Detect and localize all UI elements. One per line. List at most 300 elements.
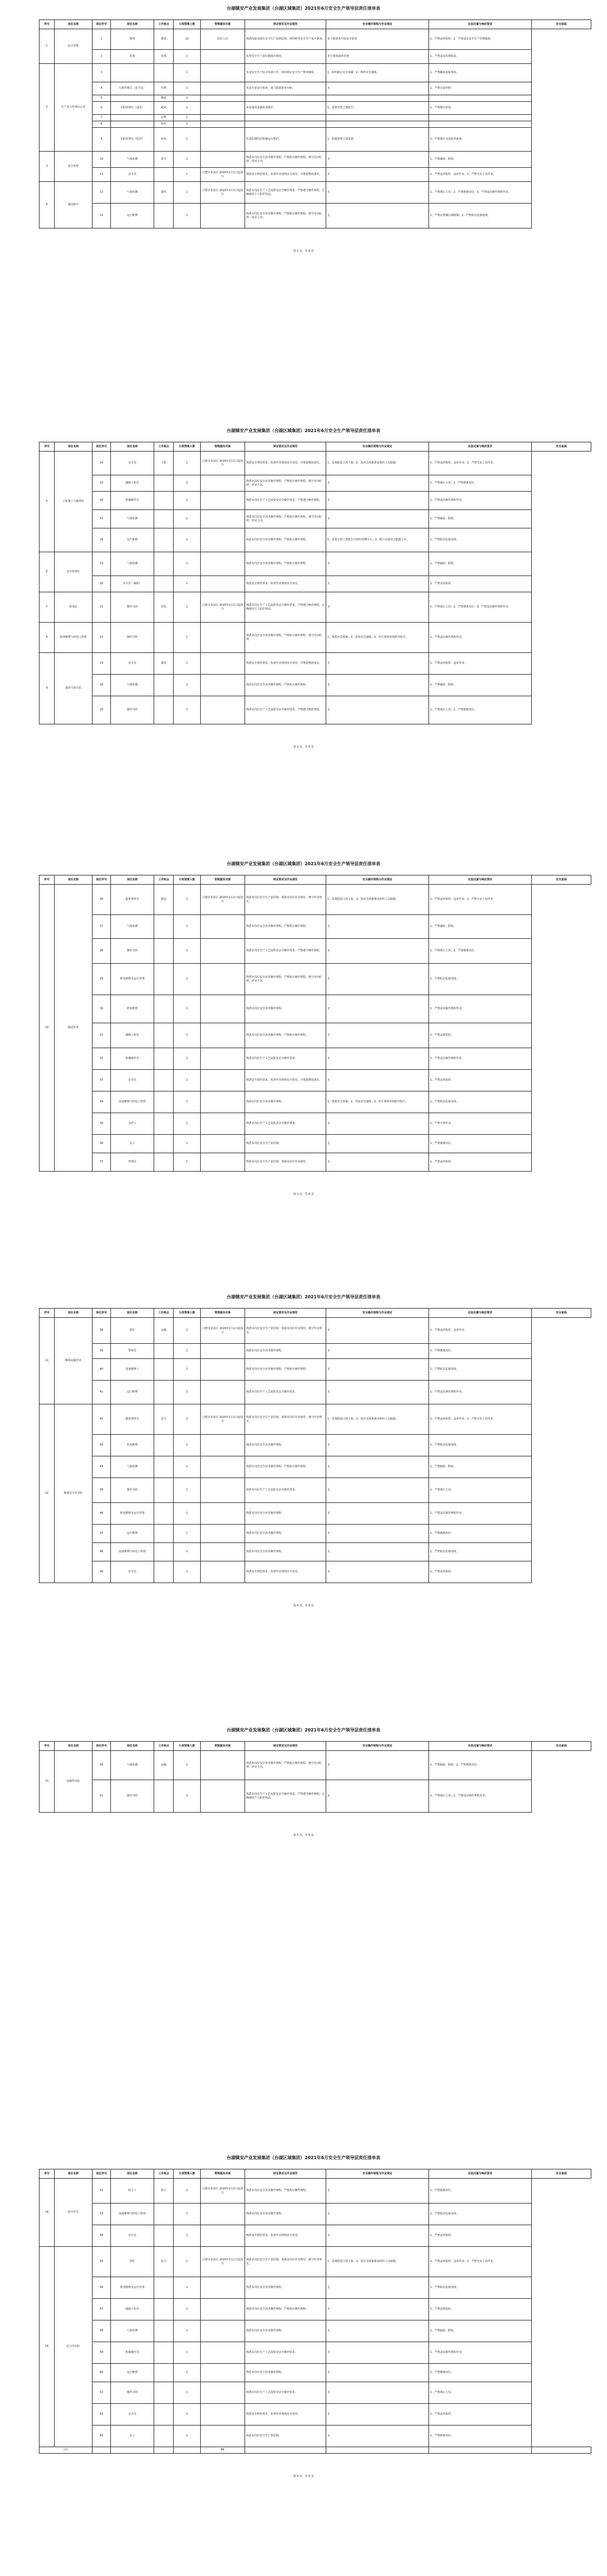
cell-mgr bbox=[201, 2320, 245, 2342]
cell-mgr bbox=[201, 2382, 245, 2404]
table-row bbox=[39, 102, 591, 115]
unit-name: 设备维修与机电工程班 bbox=[55, 623, 93, 653]
table-row bbox=[39, 2299, 591, 2320]
row-index: 9 bbox=[39, 653, 55, 724]
cell-name: 防尘工 bbox=[111, 2179, 154, 2204]
cell-emerg: 无 bbox=[326, 592, 429, 623]
cell-safe bbox=[429, 121, 532, 128]
cell-name: 管理员 bbox=[111, 1153, 154, 1172]
cell-name: 气体检测 bbox=[111, 182, 154, 204]
table-row bbox=[39, 1751, 591, 1780]
cell-safe: 1、严禁漏检、假检。 bbox=[429, 1456, 532, 1478]
cell-safe: 1、严禁违章指挥、违章作业；2、严禁无证上岗作业。 bbox=[429, 885, 532, 915]
cell-safe: 1、严禁酒后上岗；2、严禁擅离岗位。 bbox=[429, 696, 532, 724]
table-row bbox=[39, 2320, 591, 2342]
cell-safe: 1、严禁违章指挥、违章作业。 bbox=[429, 1318, 532, 1344]
column-header: 分项管理人数 bbox=[174, 875, 201, 885]
cell-safe: 1、严禁酒后上岗；2、严禁擅离岗位；3、严禁违反操作规程作业。 bbox=[429, 182, 532, 204]
cell-sub: 5 bbox=[93, 95, 111, 102]
cell-mgr bbox=[201, 1153, 245, 1172]
cell-loc: 机电 bbox=[154, 128, 174, 152]
row-index: 8 bbox=[39, 623, 55, 653]
table-row bbox=[39, 995, 591, 1023]
page-number: 第 3 页，共 6 页 bbox=[293, 1193, 314, 1196]
cell-count: 1 bbox=[174, 2247, 201, 2277]
unit-name: 通风防尘 bbox=[55, 182, 93, 228]
cell-duty: 熟悉本岗位安全技术操作规程，严格执行操作规程，遵守劳动纪律，持证上岗。 bbox=[245, 964, 326, 995]
cell-count: 1 bbox=[174, 696, 201, 724]
cell-duty: 熟悉本岗位安全生产责任制，掌握本岗位作业规范。 bbox=[245, 1153, 326, 1172]
table-row bbox=[39, 204, 591, 228]
cell-loc bbox=[154, 2404, 174, 2425]
cell-loc: 通风 bbox=[154, 653, 174, 675]
cell-sub: 46 bbox=[93, 1503, 111, 1525]
cell-duty: 熟悉国家及地方安全生产法律法规，组织研究安全生产重大事项。 bbox=[245, 29, 326, 50]
cell-safe: 1、严禁酒后上岗。 bbox=[429, 2382, 532, 2404]
cell-emerg: 无 bbox=[326, 1543, 429, 1561]
column-header: 工作地点 bbox=[154, 2169, 174, 2179]
cell-name: 班长 bbox=[111, 2247, 154, 2277]
table-row bbox=[39, 1091, 591, 1113]
cell-emerg: 无 bbox=[326, 2299, 429, 2320]
cell-duty: 熟悉本岗位安全技术操作规程，严格执行操作规程，遵守劳动纪律，持证上岗。 bbox=[245, 152, 326, 168]
cell-sub: 19 bbox=[93, 552, 111, 576]
empty-cell bbox=[532, 2447, 591, 2454]
column-header: 分项管理人数 bbox=[174, 1742, 201, 1751]
cell-loc bbox=[154, 510, 174, 528]
cell-safe: 1、严禁违章指挥。 bbox=[429, 576, 532, 592]
cell-count: 1 bbox=[174, 2342, 201, 2364]
cell-sub: 47 bbox=[93, 1525, 111, 1543]
cell-mgr bbox=[201, 1381, 245, 1404]
cell-loc: 隧道 bbox=[154, 95, 174, 102]
cell-count: 1 bbox=[174, 452, 201, 475]
table-header-row bbox=[39, 1309, 591, 1318]
cell-count: 1 bbox=[174, 2204, 201, 2225]
table-row bbox=[39, 2364, 591, 2382]
table-row bbox=[39, 1359, 591, 1381]
cell-loc bbox=[154, 576, 174, 592]
cell-loc: 监控 bbox=[154, 121, 174, 128]
cell-safe: 1、严禁违章指挥；2、严禁违反安全生产管理制度。 bbox=[429, 29, 532, 50]
column-header: 分项管理人数 bbox=[174, 2169, 201, 2179]
cell-loc bbox=[154, 2299, 174, 2320]
cell-mgr bbox=[201, 528, 245, 552]
column-header: 序号 bbox=[39, 2169, 55, 2179]
cell-emerg: 无 bbox=[326, 1503, 429, 1525]
cell-sub: 34 bbox=[93, 1091, 111, 1113]
cell-sub: 41 bbox=[93, 1381, 111, 1404]
cell-sub: 49 bbox=[93, 1561, 111, 1583]
cell-mgr bbox=[201, 1113, 245, 1135]
cell-name: 气体检测 bbox=[111, 152, 154, 168]
cell-mgr bbox=[201, 50, 245, 64]
unit-name: 工程施工与地质队 bbox=[55, 452, 93, 552]
table-row bbox=[39, 115, 591, 121]
column-header: 安全操作规程与作业规定 bbox=[326, 1742, 429, 1751]
cell-name: 爆破工程员 bbox=[111, 475, 154, 492]
cell-sub: 30 bbox=[93, 995, 111, 1023]
cell-duty: 熟悉本岗位安全生产责任制，掌握本岗位作业规范，遵守作业规定。 bbox=[245, 1404, 326, 1435]
table-row bbox=[39, 82, 591, 95]
cell-emerg: 无 bbox=[326, 1135, 429, 1153]
cell-sub: 35 bbox=[93, 1113, 111, 1135]
cell-count: 1 bbox=[174, 915, 201, 939]
cell-count: 1 bbox=[174, 64, 201, 82]
cell-emerg: 无 bbox=[326, 2364, 429, 2382]
cell-emerg: 无 bbox=[326, 2425, 429, 2447]
cell-mgr bbox=[201, 82, 245, 95]
cell-loc: 董事 bbox=[154, 29, 174, 50]
cell-count: 1 bbox=[174, 592, 201, 623]
row-index: 7 bbox=[39, 592, 55, 623]
cell-mgr: 合肥市龙岗区 2020年1月1日起执行 bbox=[201, 885, 245, 915]
cell-name: 气体检测 bbox=[111, 2320, 154, 2342]
cell-emerg: 无 bbox=[326, 1023, 429, 1048]
table-row bbox=[39, 1780, 591, 1813]
cell-sub: 9 bbox=[93, 128, 111, 152]
cell-duty: 负责通风设施检查维护。 bbox=[245, 102, 326, 115]
cell-mgr bbox=[201, 1456, 245, 1478]
column-header: 序号 bbox=[39, 1309, 55, 1318]
column-header: 应急处置与响应要求 bbox=[429, 2169, 532, 2179]
cell-duty: 熟悉本岗位安全技术操作规程，严格执行操作规程。 bbox=[245, 1456, 326, 1478]
table-header-row bbox=[39, 20, 591, 29]
cell-emerg: 无 bbox=[326, 1153, 429, 1172]
cell-count: 1 bbox=[174, 1113, 201, 1135]
cell-sub: 12 bbox=[93, 182, 111, 204]
column-header: 岗位名称 bbox=[55, 20, 93, 29]
row-index: 6 bbox=[39, 552, 55, 592]
cell-loc: 机电 bbox=[154, 592, 174, 623]
cell-sub: 43 bbox=[93, 1435, 111, 1456]
cell-sub: 23 bbox=[93, 653, 111, 675]
table-row bbox=[39, 121, 591, 128]
cell-emerg: 无 bbox=[326, 2204, 429, 2225]
cell-safe: 1、严禁违章指挥。 bbox=[429, 2404, 532, 2425]
cell-emerg: 无 bbox=[326, 552, 429, 576]
cell-count: 1 bbox=[174, 576, 201, 592]
cell-duty: 熟悉本岗位安全生产责任制。 bbox=[245, 2425, 326, 2447]
column-header: 安全操作规程与作业规定 bbox=[326, 875, 429, 885]
cell-loc bbox=[154, 1435, 174, 1456]
cell-count: 1 bbox=[174, 528, 201, 552]
cell-duty: 熟悉本岗位安全技术操作规程，严格执行操作规程。 bbox=[245, 2299, 326, 2320]
row-index: 4 bbox=[39, 182, 55, 228]
cell-name: 气体检测 bbox=[111, 1456, 154, 1478]
cell-loc bbox=[154, 964, 174, 995]
cell-loc bbox=[154, 939, 174, 964]
cell-sub: 33 bbox=[93, 1070, 111, 1091]
cell-count: 1 bbox=[174, 1135, 201, 1153]
cell-name: 设备维修与机电工程班 bbox=[111, 2204, 154, 2225]
page-title: 台湖镇安产业发展集团（台湖区域集团）2021年6月安全生产领导层责任清单表 bbox=[227, 428, 380, 433]
table-row bbox=[39, 2382, 591, 2404]
cell-sub: 13 bbox=[93, 204, 111, 228]
cell-safe: 1、严禁违章指挥。 bbox=[429, 1561, 532, 1583]
cell-duty: 熟悉本岗位安全技术操作规程。 bbox=[245, 1525, 326, 1543]
table-row bbox=[39, 1153, 591, 1172]
cell-emerg: 无 bbox=[326, 915, 429, 939]
unit-name: 安全监察队 bbox=[55, 552, 93, 592]
total-label: 合计 bbox=[39, 2447, 93, 2454]
table-row bbox=[39, 1023, 591, 1048]
column-header: 岗位序号 bbox=[93, 1742, 111, 1751]
cell-name bbox=[111, 115, 154, 121]
cell-mgr bbox=[201, 204, 245, 228]
cell-mgr bbox=[201, 552, 245, 576]
cell-emerg: 1、熟悉应急预案；2、参加应急演练；3、发生事故时按程序报告。 bbox=[326, 623, 429, 653]
cell-count: 1 bbox=[174, 1525, 201, 1543]
cell-loc: 防尘 bbox=[154, 2179, 174, 2204]
cell-count: 1 bbox=[174, 1780, 201, 1813]
cell-safe: 1、严禁私拉乱接电线。 bbox=[429, 2277, 532, 2299]
unit-name: 掘进作业 bbox=[55, 885, 93, 1172]
cell-count: 1 bbox=[174, 1381, 201, 1404]
cell-name: 安全员 bbox=[111, 2404, 154, 2425]
cell-safe: 1、严禁擅离岗位。 bbox=[429, 1135, 532, 1153]
cell-duty bbox=[245, 121, 326, 128]
cell-loc bbox=[154, 1561, 174, 1583]
cell-sub: 21 bbox=[93, 592, 111, 623]
cell-count: 1 bbox=[174, 1404, 201, 1435]
cell-mgr bbox=[201, 1478, 245, 1503]
table-row bbox=[39, 1543, 591, 1561]
column-header: 岗位序号 bbox=[93, 875, 111, 885]
column-header: 岗位名称 bbox=[55, 2169, 93, 2179]
responsibility-table bbox=[39, 19, 591, 228]
cell-mgr bbox=[201, 623, 245, 653]
cell-name: 安全员 bbox=[111, 1561, 154, 1583]
cell-loc: 安全 bbox=[154, 1404, 174, 1435]
cell-emerg: 无 bbox=[326, 1525, 429, 1543]
cell-safe: 1、严禁私拉乱接电线。 bbox=[429, 1359, 532, 1381]
column-header: 持证要求及作业规范 bbox=[245, 442, 326, 452]
cell-loc bbox=[154, 1456, 174, 1478]
cell-duty: 熟悉安全规范要求，检查作业现场安全状况。 bbox=[245, 576, 326, 592]
unit-name: 综合作业队 bbox=[55, 2247, 93, 2447]
cell-loc: 运输 bbox=[154, 1751, 174, 1780]
page-number: 第 5 页，共 6 页 bbox=[293, 1834, 314, 1837]
cell-safe: 1、严禁酒后上岗；2、严禁擅离岗位；3、严禁违反操作规程作业。 bbox=[429, 592, 532, 623]
column-header: 持证要求及作业规范 bbox=[245, 1309, 326, 1318]
column-header: 管理服务对象 bbox=[201, 2169, 245, 2179]
cell-name: 设备维修工 bbox=[111, 1359, 154, 1381]
cell-duty: 熟悉安全规范要求，检查作业现场安全状况。 bbox=[245, 2225, 326, 2247]
cell-safe: 1、严禁违章指挥、违章作业；2、严禁无证上岗作业。 bbox=[429, 1404, 532, 1435]
page-title: 台湖镇安产业发展集团（台湖区域集团）2021年6月安全生产领导层责任清单表 bbox=[227, 6, 380, 11]
cell-safe: 1、严禁擅离岗位。 bbox=[429, 2425, 532, 2447]
cell-count: 1 bbox=[174, 115, 201, 121]
cell-mgr bbox=[201, 1435, 245, 1456]
page-title: 台湖镇安产业发展集团（台湖区域集团）2021年6月安全生产领导层责任清单表 bbox=[227, 861, 380, 866]
cell-count: 1 bbox=[174, 95, 201, 102]
cell-name: 操作司机 bbox=[111, 939, 154, 964]
table-row bbox=[39, 1503, 591, 1525]
cell-safe: 1、严禁私拉乱接电线。 bbox=[429, 1435, 532, 1456]
table-row bbox=[39, 168, 591, 182]
cell-mgr bbox=[201, 995, 245, 1023]
cell-safe: 1、严禁私拉乱接电线。 bbox=[429, 528, 532, 552]
cell-duty: 熟悉安全规范要求，检查作业现场安全状况，并督促整改落实。 bbox=[245, 168, 326, 182]
empty-cell bbox=[154, 2447, 174, 2454]
column-header: 岗位名称 bbox=[111, 20, 154, 29]
table-row bbox=[39, 885, 591, 915]
cell-loc: 掘进 bbox=[154, 885, 174, 915]
cell-name: 掘进带班长 bbox=[111, 885, 154, 915]
cell-sub: 58 bbox=[93, 2320, 111, 2342]
cell-count: 1 bbox=[174, 168, 201, 182]
column-header: 工作地点 bbox=[154, 1309, 174, 1318]
cell-count: 1 bbox=[174, 2404, 201, 2425]
cell-emerg: 无 bbox=[326, 2342, 429, 2364]
table-row bbox=[39, 1525, 591, 1543]
table-row bbox=[39, 128, 591, 152]
cell-name bbox=[111, 121, 154, 128]
cell-duty: 熟悉安全规范要求，检查作业现场安全状况。 bbox=[245, 1561, 326, 1583]
table-row bbox=[39, 696, 591, 724]
cell-duty: 熟悉本岗位安全技术操作规程，严格执行操作规程，遵守劳动纪律，持证上岗。 bbox=[245, 1751, 326, 1780]
cell-emerg: 1、熟悉应急预案；2、参加应急演练；3、发生事故时按程序报告。 bbox=[326, 1091, 429, 1113]
cell-duty: 熟悉本岗位安全技术操作规程，严格执行操作规程，遵守劳动纪律，持证上岗。 bbox=[245, 510, 326, 528]
cell-mgr bbox=[201, 492, 245, 510]
column-header: 岗位名称 bbox=[111, 1742, 154, 1751]
cell-safe: 1、严禁私拉乱接电线。 bbox=[429, 1543, 532, 1561]
cell-duty: 熟悉本岗位安全技术操作规程，严格执行操作规程，遵守劳动纪律，持证上岗。 bbox=[245, 475, 326, 492]
column-header: 安全底线 bbox=[532, 875, 591, 885]
total-count: 66 bbox=[201, 2447, 245, 2454]
cell-sub: 45 bbox=[93, 1478, 111, 1503]
cell-safe: 1、严禁违规装药。 bbox=[429, 1023, 532, 1048]
cell-mgr bbox=[201, 1048, 245, 1070]
cell-mgr bbox=[201, 121, 245, 128]
cell-sub: 26 bbox=[93, 885, 111, 915]
column-header: 持证要求及作业规范 bbox=[245, 1742, 326, 1751]
cell-name: 运行维修 bbox=[111, 204, 154, 228]
table-row bbox=[39, 1318, 591, 1344]
cell-safe: 1、严禁空顶作业。 bbox=[429, 1113, 532, 1135]
table-row bbox=[39, 152, 591, 168]
cell-name: 气体检测 bbox=[111, 552, 154, 576]
cell-name: 爆破工程员 bbox=[111, 2299, 154, 2320]
cell-safe: 1、严禁违规装药。 bbox=[429, 2299, 532, 2320]
cell-count: 1 bbox=[174, 1561, 201, 1583]
cell-emerg: 无 bbox=[326, 2277, 429, 2299]
cell-mgr: 持证人员 bbox=[201, 29, 245, 50]
cell-loc bbox=[154, 64, 174, 82]
cell-count: 1 bbox=[174, 2425, 201, 2447]
cell-duty: 熟悉本岗位生产工艺流程及安全操作要求，严格遵守操作规程，正确使用个人防护用品。 bbox=[245, 1780, 326, 1813]
cell-emerg: 无 bbox=[326, 2179, 429, 2204]
cell-safe: 1、严禁弄虚作假。 bbox=[429, 82, 532, 95]
cell-safe: 1、严禁酒后上岗；2、严禁擅离岗位。 bbox=[429, 475, 532, 492]
column-header: 岗位名称 bbox=[111, 2169, 154, 2179]
cell-loc bbox=[154, 696, 174, 724]
column-header: 岗位名称 bbox=[111, 442, 154, 452]
table-row bbox=[39, 1135, 591, 1153]
empty-cell bbox=[326, 2447, 429, 2454]
page-number: 第 2 页，共 6 页 bbox=[293, 746, 314, 749]
cell-loc: 安全 bbox=[154, 152, 174, 168]
responsibility-table bbox=[39, 1741, 591, 1813]
cell-count: 1 bbox=[174, 653, 201, 675]
column-header: 应急处置与响应要求 bbox=[429, 875, 532, 885]
cell-safe bbox=[429, 95, 532, 102]
cell-duty: 负责安全生产综合协调工作，组织制定安全生产规章制度。 bbox=[245, 64, 326, 82]
cell-loc bbox=[154, 623, 174, 653]
cell-emerg: 无 bbox=[326, 653, 429, 675]
cell-safe: 1、严禁酒后上岗。 bbox=[429, 1478, 532, 1503]
cell-mgr: 合肥市龙岗区 2020年1月1日起执行 bbox=[201, 2247, 245, 2277]
table-header-row bbox=[39, 1742, 591, 1751]
cell-emerg: 无 bbox=[326, 1561, 429, 1583]
responsibility-table bbox=[39, 2169, 591, 2454]
cell-emerg: 无 bbox=[326, 1070, 429, 1091]
responsibility-table bbox=[39, 1308, 591, 1583]
cell-count: 1 bbox=[174, 1435, 201, 1456]
cell-count: 1 bbox=[174, 1751, 201, 1780]
cell-name: 操作司机 bbox=[111, 2382, 154, 2404]
cell-mgr bbox=[201, 475, 245, 492]
column-header: 安全底线 bbox=[532, 442, 591, 452]
cell-emerg: 1、发现隐患立即上报；2、按应急预案要求组织人员疏散。 bbox=[326, 2247, 429, 2277]
page-title: 台湖镇安产业发展集团（台湖区域集团）2021年6月安全生产领导层责任清单表 bbox=[227, 1294, 380, 1299]
row-index: 10 bbox=[39, 885, 55, 1172]
cell-count: 1 bbox=[174, 1023, 201, 1048]
cell-name: 设备维修与机电工程班 bbox=[111, 1091, 154, 1113]
cell-loc bbox=[154, 1478, 174, 1503]
table-row bbox=[39, 475, 591, 492]
cell-mgr bbox=[201, 1091, 245, 1113]
cell-emerg: 无 bbox=[326, 182, 429, 204]
cell-emerg: 无 bbox=[326, 2225, 429, 2247]
cell-safe: 1、严禁漏检、假检。 bbox=[429, 675, 532, 696]
table-row bbox=[39, 964, 591, 995]
cell-loc bbox=[154, 995, 174, 1023]
table-row bbox=[39, 50, 591, 64]
cell-sub: 48 bbox=[93, 1543, 111, 1561]
cell-safe: 1、严禁违反操作规程作业。 bbox=[429, 623, 532, 653]
row-index: 5 bbox=[39, 452, 55, 552]
cell-count: 1 bbox=[174, 1318, 201, 1344]
cell-duty: 熟悉本岗位安全技术操作规程，严格执行操作规程。 bbox=[245, 2179, 326, 2204]
cell-emerg: 1、发现火情立即报告并组织初期灭火；2、配合开展应急救援工作。 bbox=[326, 528, 429, 552]
cell-duty: 熟悉本岗位安全技术操作规程。 bbox=[245, 2277, 326, 2299]
cell-loc bbox=[154, 2364, 174, 2382]
unit-name: 防尘作业 bbox=[55, 2179, 93, 2247]
table-header-row bbox=[39, 875, 591, 885]
cell-sub: 39 bbox=[93, 1344, 111, 1359]
cell-safe: 1、严禁违章指挥、违章作业；2、严禁无证上岗作业。 bbox=[429, 452, 532, 475]
cell-duty: 熟悉本岗位安全技术操作规程，严格执行操作规程。 bbox=[245, 528, 326, 552]
empty-cell bbox=[111, 2447, 154, 2454]
cell-loc: 通风 bbox=[154, 182, 174, 204]
cell-emerg: 1、发现隐患立即上报；2、按应急预案要求组织人员疏散。 bbox=[326, 885, 429, 915]
cell-mgr bbox=[201, 653, 245, 675]
cell-safe: 1、严禁漏检、假检。 bbox=[429, 915, 532, 939]
unit-name: 掘进安全作业队 bbox=[55, 1404, 93, 1583]
table-row bbox=[39, 1404, 591, 1435]
column-header: 应急处置与响应要求 bbox=[429, 1309, 532, 1318]
table-row bbox=[39, 2425, 591, 2447]
table-row bbox=[39, 576, 591, 592]
column-header: 岗位序号 bbox=[93, 1309, 111, 1318]
cell-emerg: 1、发现隐患立即上报；2、按应急预案要求组织人员疏散。 bbox=[326, 1404, 429, 1435]
cell-emerg: 无 bbox=[326, 1435, 429, 1456]
cell-loc: 瓦斯 bbox=[154, 115, 174, 121]
cell-safe: 1、严禁酒后上岗；2、严禁擅离岗位。 bbox=[429, 939, 532, 964]
table-row bbox=[39, 552, 591, 576]
